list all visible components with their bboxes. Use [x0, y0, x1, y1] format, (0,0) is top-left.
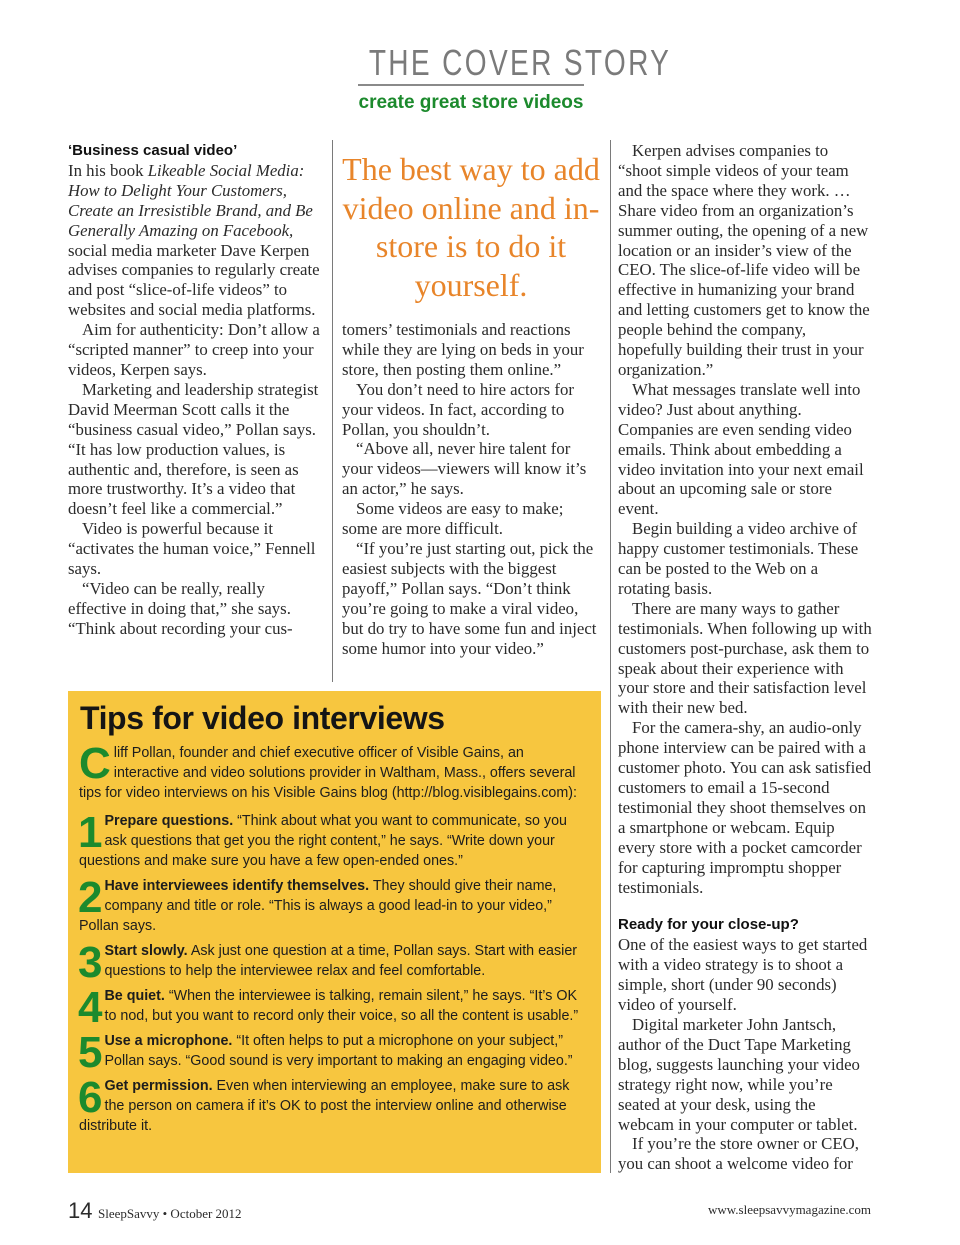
paragraph-text: social media marketer Dave Kerpen advises companies to regularly create and post “slice-of-life videos” to websites and social media platforms. [68, 240, 320, 320]
paragraph: Aim for authenticity: Don’t allow a “scripted manner” to creep into your videos, Kerpen says. [68, 320, 320, 379]
drop-cap: C [79, 739, 111, 788]
tip-lead: Be quiet. [104, 988, 165, 1004]
kicker-rule [358, 84, 584, 86]
tip-item [78, 938, 587, 987]
tip-number: 3 [78, 938, 103, 987]
tips-sidebar [68, 691, 601, 1173]
paragraph: What messages translate well into video? Just about anything. Companies are even sending video emails. Think about embedding a video invitation into your next email about an upcoming sale or store event. [618, 379, 864, 519]
tip-item [78, 1028, 587, 1077]
tip-item [78, 873, 587, 936]
section-subhead: create great store videos [358, 92, 584, 113]
column-divider-1 [332, 140, 333, 682]
paragraph: “Video can be really, really effective in doing that,” she says. “Think about recording your cus- [68, 578, 293, 638]
article-column-2 [342, 320, 600, 658]
paragraph: Begin building a video archive of happy customer testimonials. These can be posted to the Web on a rotating basis. [618, 519, 859, 598]
article-column-3 [618, 141, 874, 1174]
tip-lead: Get permission. [104, 1078, 213, 1094]
tip-number: 2 [78, 873, 103, 922]
paragraph-text: In his book [68, 160, 148, 180]
tip-item [78, 983, 587, 1032]
paragraph: One of the easiest ways to get started with a video strategy is to shoot a simple, short (under 90 seconds) video of yourself. [618, 935, 868, 1015]
section-kicker: THE COVER STORY [368, 42, 672, 83]
paragraph: Kerpen advises companies to “shoot simple videos of your team and the space where they work. … Share video from an organization’s summer outing, the opening of a new location or an insider’s view of the CEO. The slice-of-life video will be effective in humanizing your brand and letting customers get to know the people behind the company, hopefully building their trust in your organization.” [618, 141, 870, 379]
paragraph: Video is powerful because it “activates the human voice,” Fennell says. [68, 519, 316, 579]
tip-item [78, 808, 587, 871]
tips-intro-text: liff Pollan, founder and chief executive officer of Visible Gains, an interactive and video solutions provider in Waltham, Mass., offers several tips for video interviews on his Visible Gains blog (http://blog.visiblegains.com): [79, 745, 577, 801]
column-divider-2 [610, 140, 611, 1173]
section-heading: Ready for your close-up? [618, 916, 799, 934]
paragraph: If you’re the store owner or CEO, you can shoot a welcome video for [618, 1134, 859, 1174]
page-header [340, 42, 672, 114]
tip-item [78, 1073, 587, 1136]
book-title: Likeable Social Media: How to Delight Your Customers, Create an Irresistible Brand, and Be Generally Amazing on Facebook, [68, 160, 313, 240]
tips-intro [79, 739, 587, 803]
tip-text: “Think about what you want to communicate, so you ask questions that get you the right content,” he says. “Write down your questions and make sure you have a few open-ended ones.” [79, 813, 567, 869]
magazine-issue: SleepSavvy • October 2012 [98, 1206, 242, 1221]
tip-lead: Have interviewees identify themselves. [104, 878, 370, 894]
paragraph [68, 161, 326, 320]
page-number: 14 [68, 1198, 93, 1223]
tips-title: Tips for video interviews [80, 700, 445, 736]
tip-text: Even when interviewing an employee, make sure to ask the person on camera if it’s OK to post the interview online and otherwise distribute it. [79, 1078, 570, 1134]
tip-text: “It often helps to put a microphone on your subject,” Pollan says. “Good sound is very important to making an engaging video.” [104, 1033, 573, 1069]
paragraph: For the camera-shy, an audio-only phone interview can be paired with a customer photo. You can ask satisfied customers to email a 15-second testimonial they shoot themselves on a smartphone or webcam. Equip every store with a pocket camcorder for capturing impromptu shopper testimonials. [618, 718, 872, 897]
paragraph: “If you’re just starting out, pick the easiest subjects with the biggest payoff,” Pollan says. “Don’t think you’re going to make a viral video, but do try to have some fun and inject some humor into your video.” [342, 538, 597, 658]
paragraph: “Above all, never hire talent for your videos—viewers will know it’s an actor,” he says. [342, 439, 587, 499]
tip-number: 4 [78, 983, 103, 1032]
pull-quote: The best way to add video online and in-store is to do it yourself. [342, 151, 600, 303]
paragraph: Marketing and leadership strategist David Meerman Scott calls it the “business casual video,” Pollan says. “It has low production values, is authentic and, therefore, is seen as more trustworthy. It’s a video that doesn’t feel like a commercial.” [68, 379, 319, 519]
tip-lead: Use a microphone. [104, 1033, 233, 1049]
paragraph: tomers’ testimonials and reactions while they are lying on beds in your store, then posting them online.” [342, 320, 584, 379]
tip-number: 6 [78, 1073, 103, 1122]
paragraph: Digital marketer John Jantsch, author of the Duct Tape Marketing blog, suggests launching your video strategy right now, while you’re seated at your desk, using the webcam in your computer or tablet. [618, 1014, 860, 1134]
paragraph: Some videos are easy to make; some are more difficult. [342, 499, 564, 539]
section-heading: ‘Business casual video’ [68, 142, 238, 159]
website-url[interactable]: www.sleepsavvymagazine.com [707, 1202, 871, 1217]
tips-body [78, 739, 587, 1141]
tip-text: Ask just one question at a time, Pollan says. Start with easier questions to help the interviewee relax and feel comfortable. [104, 943, 578, 979]
tip-lead: Start slowly. [104, 943, 188, 959]
tip-text: They should give their name, company and title or role. “This is always a good lead-in to your video,” Pollan says. [79, 878, 557, 934]
paragraph: You don’t need to hire actors for your videos. In fact, according to Pollan, you shouldn’t. [342, 379, 574, 439]
paragraph: There are many ways to gather testimonials. When following up with customers post-purchase, ask them to speak about their experience with your store and their satisfaction level with their new bed. [618, 598, 872, 718]
tip-number: 1 [78, 808, 103, 857]
page-footer [68, 1198, 871, 1228]
article-column-1 [68, 141, 326, 639]
tip-text: “When the interviewee is talking, remain silent,” he says. “It’s OK to nod, but you want to record only their voice, so all the content is usable.” [104, 988, 579, 1024]
tip-number: 5 [78, 1028, 103, 1077]
tip-lead: Prepare questions. [104, 813, 234, 829]
